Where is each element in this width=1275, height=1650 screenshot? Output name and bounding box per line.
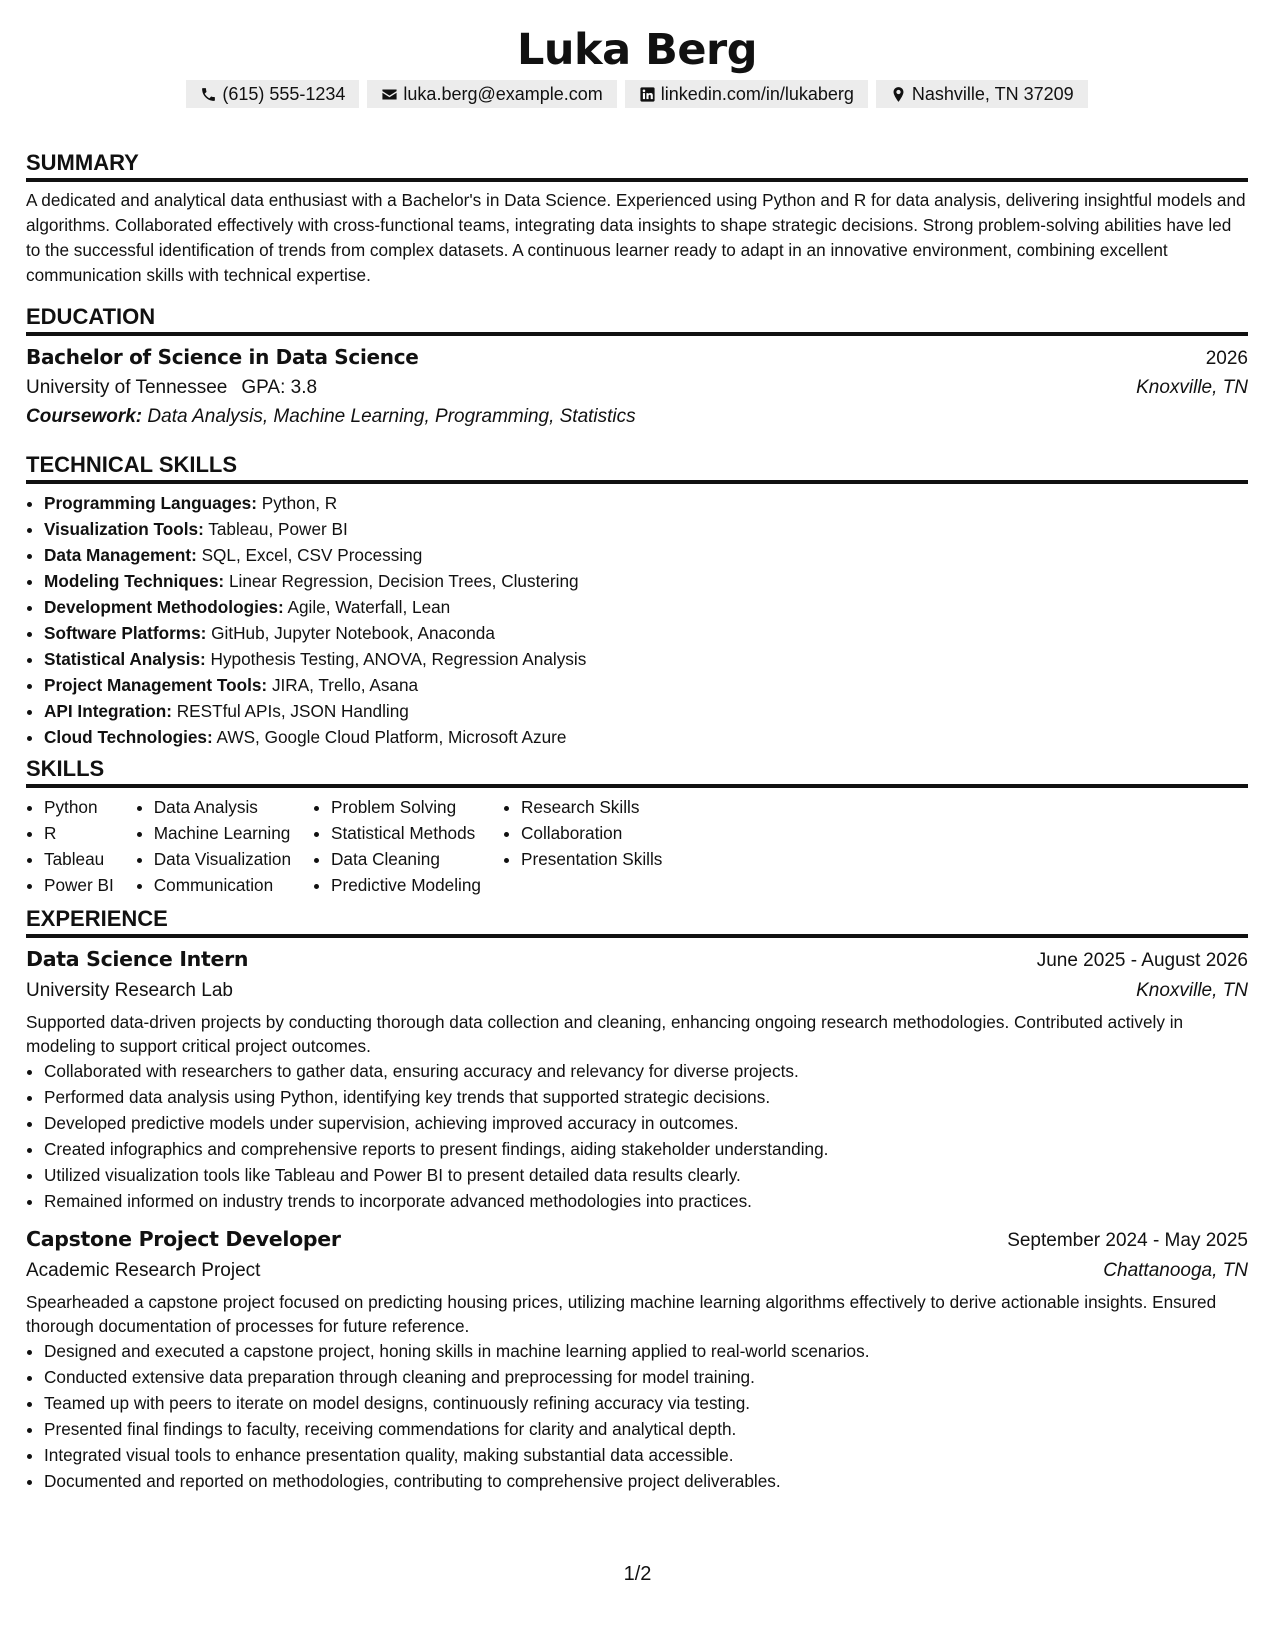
skills-section bbox=[26, 756, 1248, 898]
job-header bbox=[26, 1224, 1248, 1256]
list-item: • Problem Solving bbox=[331, 794, 481, 820]
list-item bbox=[44, 490, 1248, 516]
list-item: • Predictive Modeling bbox=[331, 872, 481, 898]
job-org-row bbox=[26, 976, 1248, 1006]
job-location: Chattanooga, TN bbox=[1103, 1260, 1248, 1281]
job-dates: September 2024 - May 2025 bbox=[1007, 1230, 1248, 1251]
linkedin-icon bbox=[639, 86, 656, 103]
list-item: • Research Skills bbox=[521, 794, 662, 820]
coursework-list: Data Analysis, Machine Learning, Programming, Statistics bbox=[147, 406, 636, 427]
list-item bbox=[44, 724, 1248, 750]
skill-values: AWS, Google Cloud Platform, Microsoft Azure bbox=[216, 727, 567, 747]
list-item: • Communication bbox=[154, 872, 291, 898]
skill-values: Agile, Waterfall, Lean bbox=[287, 597, 451, 617]
list-item: • Data Analysis bbox=[154, 794, 291, 820]
envelope-icon bbox=[381, 86, 398, 103]
job-organization: University Research Lab bbox=[26, 980, 233, 1001]
contact-text: luka.berg@example.com bbox=[403, 84, 603, 104]
coursework bbox=[26, 402, 1248, 432]
list-item: • Developed predictive models under supervision, achieving improved accuracy in outcomes. bbox=[44, 1110, 1248, 1136]
skill-category: Software Platforms: bbox=[44, 623, 207, 643]
contact-text: (615) 555-1234 bbox=[222, 84, 346, 104]
list-item bbox=[44, 620, 1248, 646]
skill-values: Tableau, Power BI bbox=[208, 519, 348, 539]
skill-values: Hypothesis Testing, ANOVA, Regression Analysis bbox=[210, 649, 587, 669]
skills-column bbox=[313, 794, 481, 898]
section-title: SUMMARY bbox=[26, 150, 1248, 182]
list-item: • Documented and reported on methodologies, contributing to comprehensive project deliverables. bbox=[44, 1468, 1248, 1494]
list-item: • Statistical Methods bbox=[331, 820, 481, 846]
section-title: EDUCATION bbox=[26, 304, 1248, 336]
section-title: EXPERIENCE bbox=[26, 906, 1248, 938]
experience-section bbox=[26, 906, 1248, 1494]
skill-values: Python, R bbox=[261, 493, 338, 513]
resume-page bbox=[26, 0, 1248, 1494]
skill-values: RESTful APIs, JSON Handling bbox=[176, 701, 409, 721]
job-title: Data Science Intern bbox=[26, 947, 249, 971]
education-section bbox=[26, 304, 1248, 432]
skill-category: API Integration: bbox=[44, 701, 172, 721]
skills-column bbox=[26, 794, 114, 898]
job-entry bbox=[26, 944, 1248, 1214]
education-header bbox=[26, 342, 1248, 374]
list-item: • Integrated visual tools to enhance presentation quality, making substantial data accessible. bbox=[44, 1442, 1248, 1468]
contact-linkedin bbox=[625, 80, 868, 108]
list-item: • Machine Learning bbox=[154, 820, 291, 846]
list-item: • Collaboration bbox=[521, 820, 662, 846]
phone-icon bbox=[200, 86, 217, 103]
skill-category: Programming Languages: bbox=[44, 493, 257, 513]
school: University of Tennessee bbox=[26, 377, 228, 398]
list-item: • Data Cleaning bbox=[331, 846, 481, 872]
job-dates: June 2025 - August 2026 bbox=[1036, 950, 1248, 971]
skill-category: Development Methodologies: bbox=[44, 597, 284, 617]
job-location: Knoxville, TN bbox=[1136, 980, 1248, 1001]
list-item: • Power BI bbox=[44, 872, 114, 898]
job-org-row bbox=[26, 1256, 1248, 1286]
contact-email bbox=[367, 80, 616, 108]
job-bullets bbox=[26, 1058, 1248, 1214]
skill-category: Project Management Tools: bbox=[44, 675, 268, 695]
list-item: • Python bbox=[44, 794, 114, 820]
summary-section bbox=[26, 150, 1248, 288]
list-item bbox=[44, 594, 1248, 620]
coursework-label: Coursework: bbox=[26, 406, 143, 427]
skill-values: SQL, Excel, CSV Processing bbox=[201, 545, 423, 565]
skill-category: Visualization Tools: bbox=[44, 519, 204, 539]
skill-category: Data Management: bbox=[44, 545, 197, 565]
candidate-name: Luka Berg bbox=[516, 25, 758, 75]
skill-category: Modeling Techniques: bbox=[44, 571, 225, 591]
job-header bbox=[26, 944, 1248, 976]
list-item: • Performed data analysis using Python, identifying key trends that supported strategic decisions. bbox=[44, 1084, 1248, 1110]
list-item: • Presentation Skills bbox=[521, 846, 662, 872]
job-organization: Academic Research Project bbox=[26, 1260, 261, 1281]
list-item: • R bbox=[44, 820, 114, 846]
degree: Bachelor of Science in Data Science bbox=[26, 345, 419, 369]
skills-grid bbox=[26, 794, 1248, 898]
technical-skills-list bbox=[26, 490, 1248, 750]
list-item: • Data Visualization bbox=[154, 846, 291, 872]
section-title: SKILLS bbox=[26, 756, 1248, 788]
list-item: • Teamed up with peers to iterate on model designs, continuously refining accuracy via testing. bbox=[44, 1390, 1248, 1416]
job-title: Capstone Project Developer bbox=[26, 1227, 341, 1251]
page-number: 1/2 bbox=[623, 1563, 652, 1585]
job-bullets bbox=[26, 1338, 1248, 1494]
job-description: Supported data-driven projects by conducting thorough data collection and cleaning, enhancing ongoing research methodologies. Contributed actively in modeling to support critical project outcomes. bbox=[26, 1012, 1184, 1056]
list-item: • Tableau bbox=[44, 846, 114, 872]
list-item: • Collaborated with researchers to gather data, ensuring accuracy and relevancy for diverse projects. bbox=[44, 1058, 1248, 1084]
list-item: • Utilized visualization tools like Tableau and Power BI to present detailed data results clearly. bbox=[44, 1162, 1248, 1188]
contact-text: Nashville, TN 37209 bbox=[911, 84, 1074, 104]
skill-category: Statistical Analysis: bbox=[44, 649, 206, 669]
skills-column bbox=[136, 794, 291, 898]
list-item: • Conducted extensive data preparation through cleaning and preprocessing for model training. bbox=[44, 1364, 1248, 1390]
education-details bbox=[26, 374, 1248, 402]
job-entry bbox=[26, 1224, 1248, 1494]
skill-category: Cloud Technologies: bbox=[44, 727, 213, 747]
skill-values: Linear Regression, Decision Trees, Clustering bbox=[228, 571, 579, 591]
graduation-year: 2026 bbox=[1205, 348, 1248, 369]
contact-text: linkedin.com/in/lukaberg bbox=[660, 84, 854, 104]
contact-bar bbox=[26, 80, 1248, 108]
technical-skills-section bbox=[26, 452, 1248, 750]
list-item bbox=[44, 646, 1248, 672]
summary-text: A dedicated and analytical data enthusiast with a Bachelor's in Data Science. Experienced using Python and R for data analysis, delivering insightful models and algorithms. Collaborated effectively with cross-functional teams, integrating data insights to shape strategic decisions. Strong problem-solving abilities have led to the successful identification of trends from complex datasets. A continuous learner ready to adapt in an innovative environment, combining excellent communication skills with technical expertise. bbox=[26, 190, 1246, 285]
skill-values: JIRA, Trello, Asana bbox=[271, 675, 419, 695]
contact-phone bbox=[186, 80, 359, 108]
skills-column bbox=[503, 794, 662, 898]
education-location: Knoxville, TN bbox=[1136, 377, 1248, 398]
list-item: • Designed and executed a capstone project, honing skills in machine learning applied to real-world scenarios. bbox=[44, 1338, 1248, 1364]
list-item: • Created infographics and comprehensive reports to present findings, aiding stakeholder understanding. bbox=[44, 1136, 1248, 1162]
job-description: Spearheaded a capstone project focused on predicting housing prices, utilizing machine learning algorithms effectively to derive actionable insights. Ensured thorough documentation of processes for future reference. bbox=[26, 1292, 1217, 1336]
contact-location bbox=[876, 80, 1088, 108]
list-item: • Remained informed on industry trends to incorporate advanced methodologies into practices. bbox=[44, 1188, 1248, 1214]
list-item bbox=[44, 516, 1248, 542]
list-item bbox=[44, 542, 1248, 568]
section-title: TECHNICAL SKILLS bbox=[26, 452, 1248, 484]
list-item bbox=[44, 568, 1248, 594]
list-item: • Presented final findings to faculty, receiving commendations for clarity and analytical depth. bbox=[44, 1416, 1248, 1442]
list-item bbox=[44, 672, 1248, 698]
skill-values: GitHub, Jupyter Notebook, Anaconda bbox=[211, 623, 495, 643]
list-item bbox=[44, 698, 1248, 724]
gpa: GPA: 3.8 bbox=[241, 377, 318, 398]
map-pin-icon bbox=[890, 86, 907, 103]
